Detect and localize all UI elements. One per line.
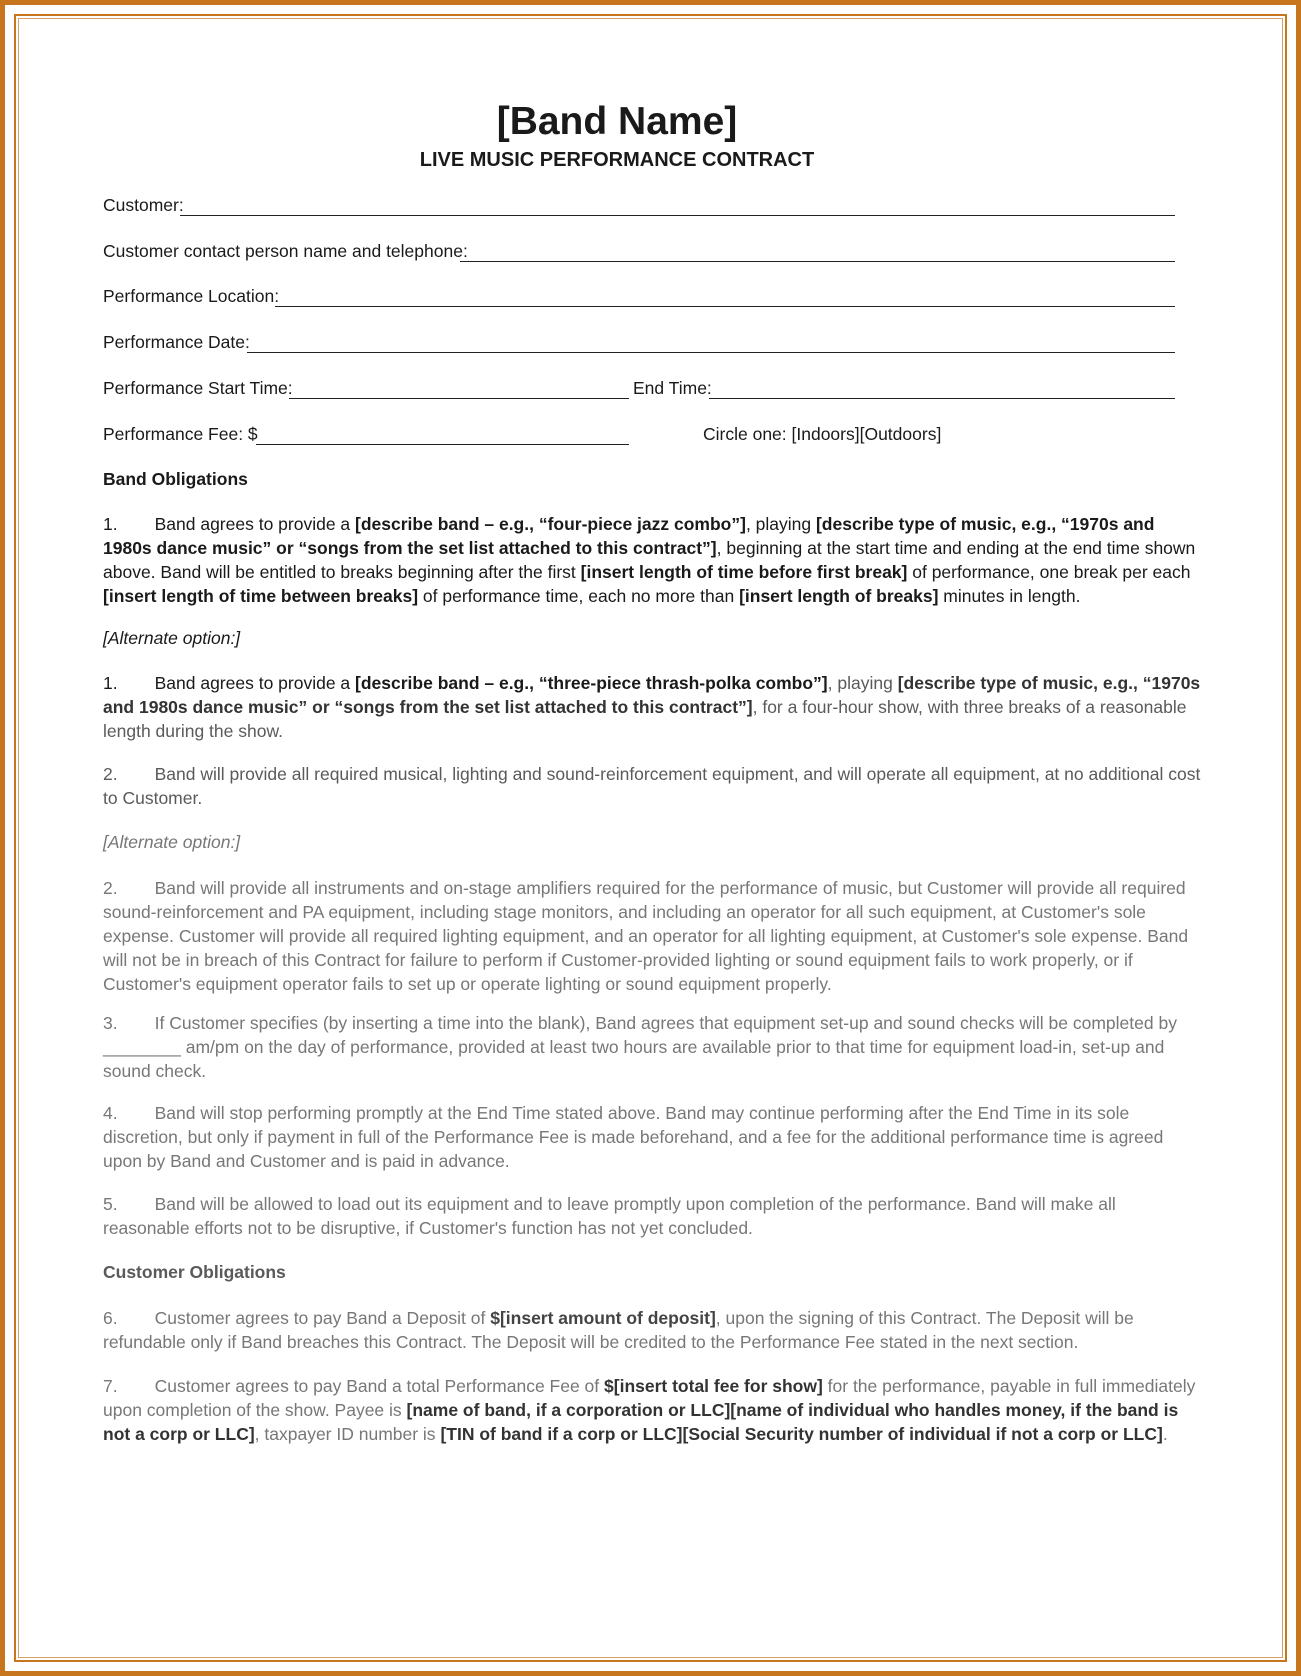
clause-number: 4. [103,1103,118,1123]
clause-text: Band agrees to provide a [154,673,356,693]
customer-label: Customer: [103,195,184,215]
band-obligation-1-alt [103,671,1203,743]
placeholder-band: [describe band – e.g., “four-piece jazz combo”] [355,514,746,534]
contract-subtitle: LIVE MUSIC PERFORMANCE CONTRACT [419,149,815,171]
clause-text: , playing [745,514,816,534]
placeholder-first-break: [insert length of time before first break] [580,562,908,582]
clause-number: 5. [103,1194,118,1214]
clause-text: If Customer specifies (by inserting a time into the blank), Band agrees that equipment set-up and sound checks will be completed by ________ am/pm on the day of performance, provided at least two hours are available prior to that time for equipment load-in, set-up and sound check. [103,1013,1177,1081]
band-obligation-2 [103,762,1203,810]
clause-text: , for a four-hour show, with three breaks of a reasonable length during the show. [103,697,1187,741]
end-time-line[interactable] [709,398,1175,399]
alternate-option-label-2: [Alternate option:] [103,832,241,852]
customer-obligations-heading: Customer Obligations [103,1262,286,1282]
date-label: Performance Date: [103,332,250,352]
band-obligation-1 [103,512,1203,608]
circle-one-label: Circle one: [Indoors][Outdoors] [703,424,942,444]
placeholder-between-breaks: [insert length of time between breaks] [103,586,419,606]
contract-document [103,100,1203,1444]
clause-number: 3. [103,1013,118,1033]
start-time-label: Performance Start Time: [103,378,293,398]
clause-number: 2. [103,764,118,784]
placeholder-deposit: $[insert amount of deposit] [490,1308,716,1328]
placeholder-break-length: [insert length of breaks] [739,586,939,606]
clause-text: Band will provide all required musical, lighting and sound-reinforcement equipment, and will operate all equipment, at no additional cost to Customer. [103,764,1201,808]
clause-text: , upon the signing of this Contract. The Deposit will be refundable only if Band breaches this Contract. The Deposit will be credited to the Performance Fee stated in the next section. [103,1308,1134,1352]
clause-text: for the performance, payable in full immediately upon completion of the show. Payee is [103,1376,1196,1420]
clause-text: . [1162,1424,1168,1444]
clause-number: 1. [103,514,118,534]
placeholder-payee: [name of band, if a corporation or LLC][name of individual who handles money, if the band is not a corp or LLC] [103,1400,1179,1444]
band-obligations-heading: Band Obligations [103,469,248,489]
band-obligation-4 [103,1101,1203,1173]
clause-text: minutes in length. [938,586,1081,606]
date-line[interactable] [247,352,1175,353]
placeholder-total-fee: $[insert total fee for show] [604,1376,823,1396]
start-time-line[interactable] [289,398,629,399]
clause-text: of performance, one break per each [907,562,1191,582]
placeholder-music: [describe type of music, e.g., “1970s and 1980s dance music” or “songs from the set list attached to this contract”] [103,673,1201,717]
placeholder-tax-id: [TIN of band if a corp or LLC][Social Security number of individual if not a corp or LLC] [440,1424,1163,1444]
customer-line[interactable] [180,215,1175,216]
clause-text: Band agrees to provide a [154,514,356,534]
clause-number: 7. [103,1376,118,1396]
clause-text: , taxpayer ID number is [254,1424,441,1444]
customer-obligation-7 [103,1374,1203,1446]
alternate-option-label: [Alternate option:] [103,628,241,648]
clause-text: Band will stop performing promptly at the End Time stated above. Band may continue performing after the End Time in its sole discretion, but only if payment in full of the Performance Fee is made beforehand, and a fee for the additional performance time is agreed upon by Band and Customer and is paid in advance. [103,1103,1164,1171]
band-obligation-2-alt [103,876,1203,996]
band-obligation-3 [103,1011,1203,1083]
placeholder-band: [describe band – e.g., “three-piece thrash-polka combo”] [355,673,828,693]
clause-text: Band will provide all instruments and on-stage amplifiers required for the performance of music, but Customer will provide all required sound-reinforcement and PA equipment, including stage monitors, and including an operator for all such equipment, at Customer's sole expense. Customer will provide all required lighting equipment, and an operator for all lighting equipment, at Customer's sole expense. Band will not be in breach of this Contract for failure to perform if Customer-provided lighting or sound equipment fails to work properly, or if Customer's equipment operator fails to set up or operate lighting or sound equipment properly. [103,878,1189,994]
clause-text: , playing [827,673,898,693]
placeholder-music: [describe type of music, e.g., “1970s and 1980s dance music” or “songs from the set list attached to this contract”] [103,514,1155,558]
fee-label: Performance Fee: $ [103,424,258,444]
clause-number: 1. [103,673,118,693]
clause-number: 2. [103,878,118,898]
contact-label: Customer contact person name and telephone: [103,241,468,261]
fee-line[interactable] [256,444,629,445]
clause-text: Customer agrees to pay Band a total Performance Fee of [154,1376,605,1396]
band-obligation-5 [103,1192,1203,1240]
location-line[interactable] [275,306,1175,307]
clause-number: 6. [103,1308,118,1328]
customer-obligation-6 [103,1306,1203,1354]
clause-text: Band will be allowed to load out its equipment and to leave promptly upon completion of the performance. Band will make all reasonable efforts not to be disruptive, if Customer's function has not yet concluded. [103,1194,1116,1238]
clause-text: Customer agrees to pay Band a Deposit of [154,1308,491,1328]
clause-text: of performance time, each no more than [418,586,740,606]
clause-text: , beginning at the start time and ending at the end time shown above. Band will be entitled to breaks beginning after the first [103,538,1196,582]
end-time-label: End Time: [633,378,712,398]
location-label: Performance Location: [103,286,280,306]
contact-line[interactable] [460,261,1175,262]
band-name-title: [Band Name] [496,100,738,143]
